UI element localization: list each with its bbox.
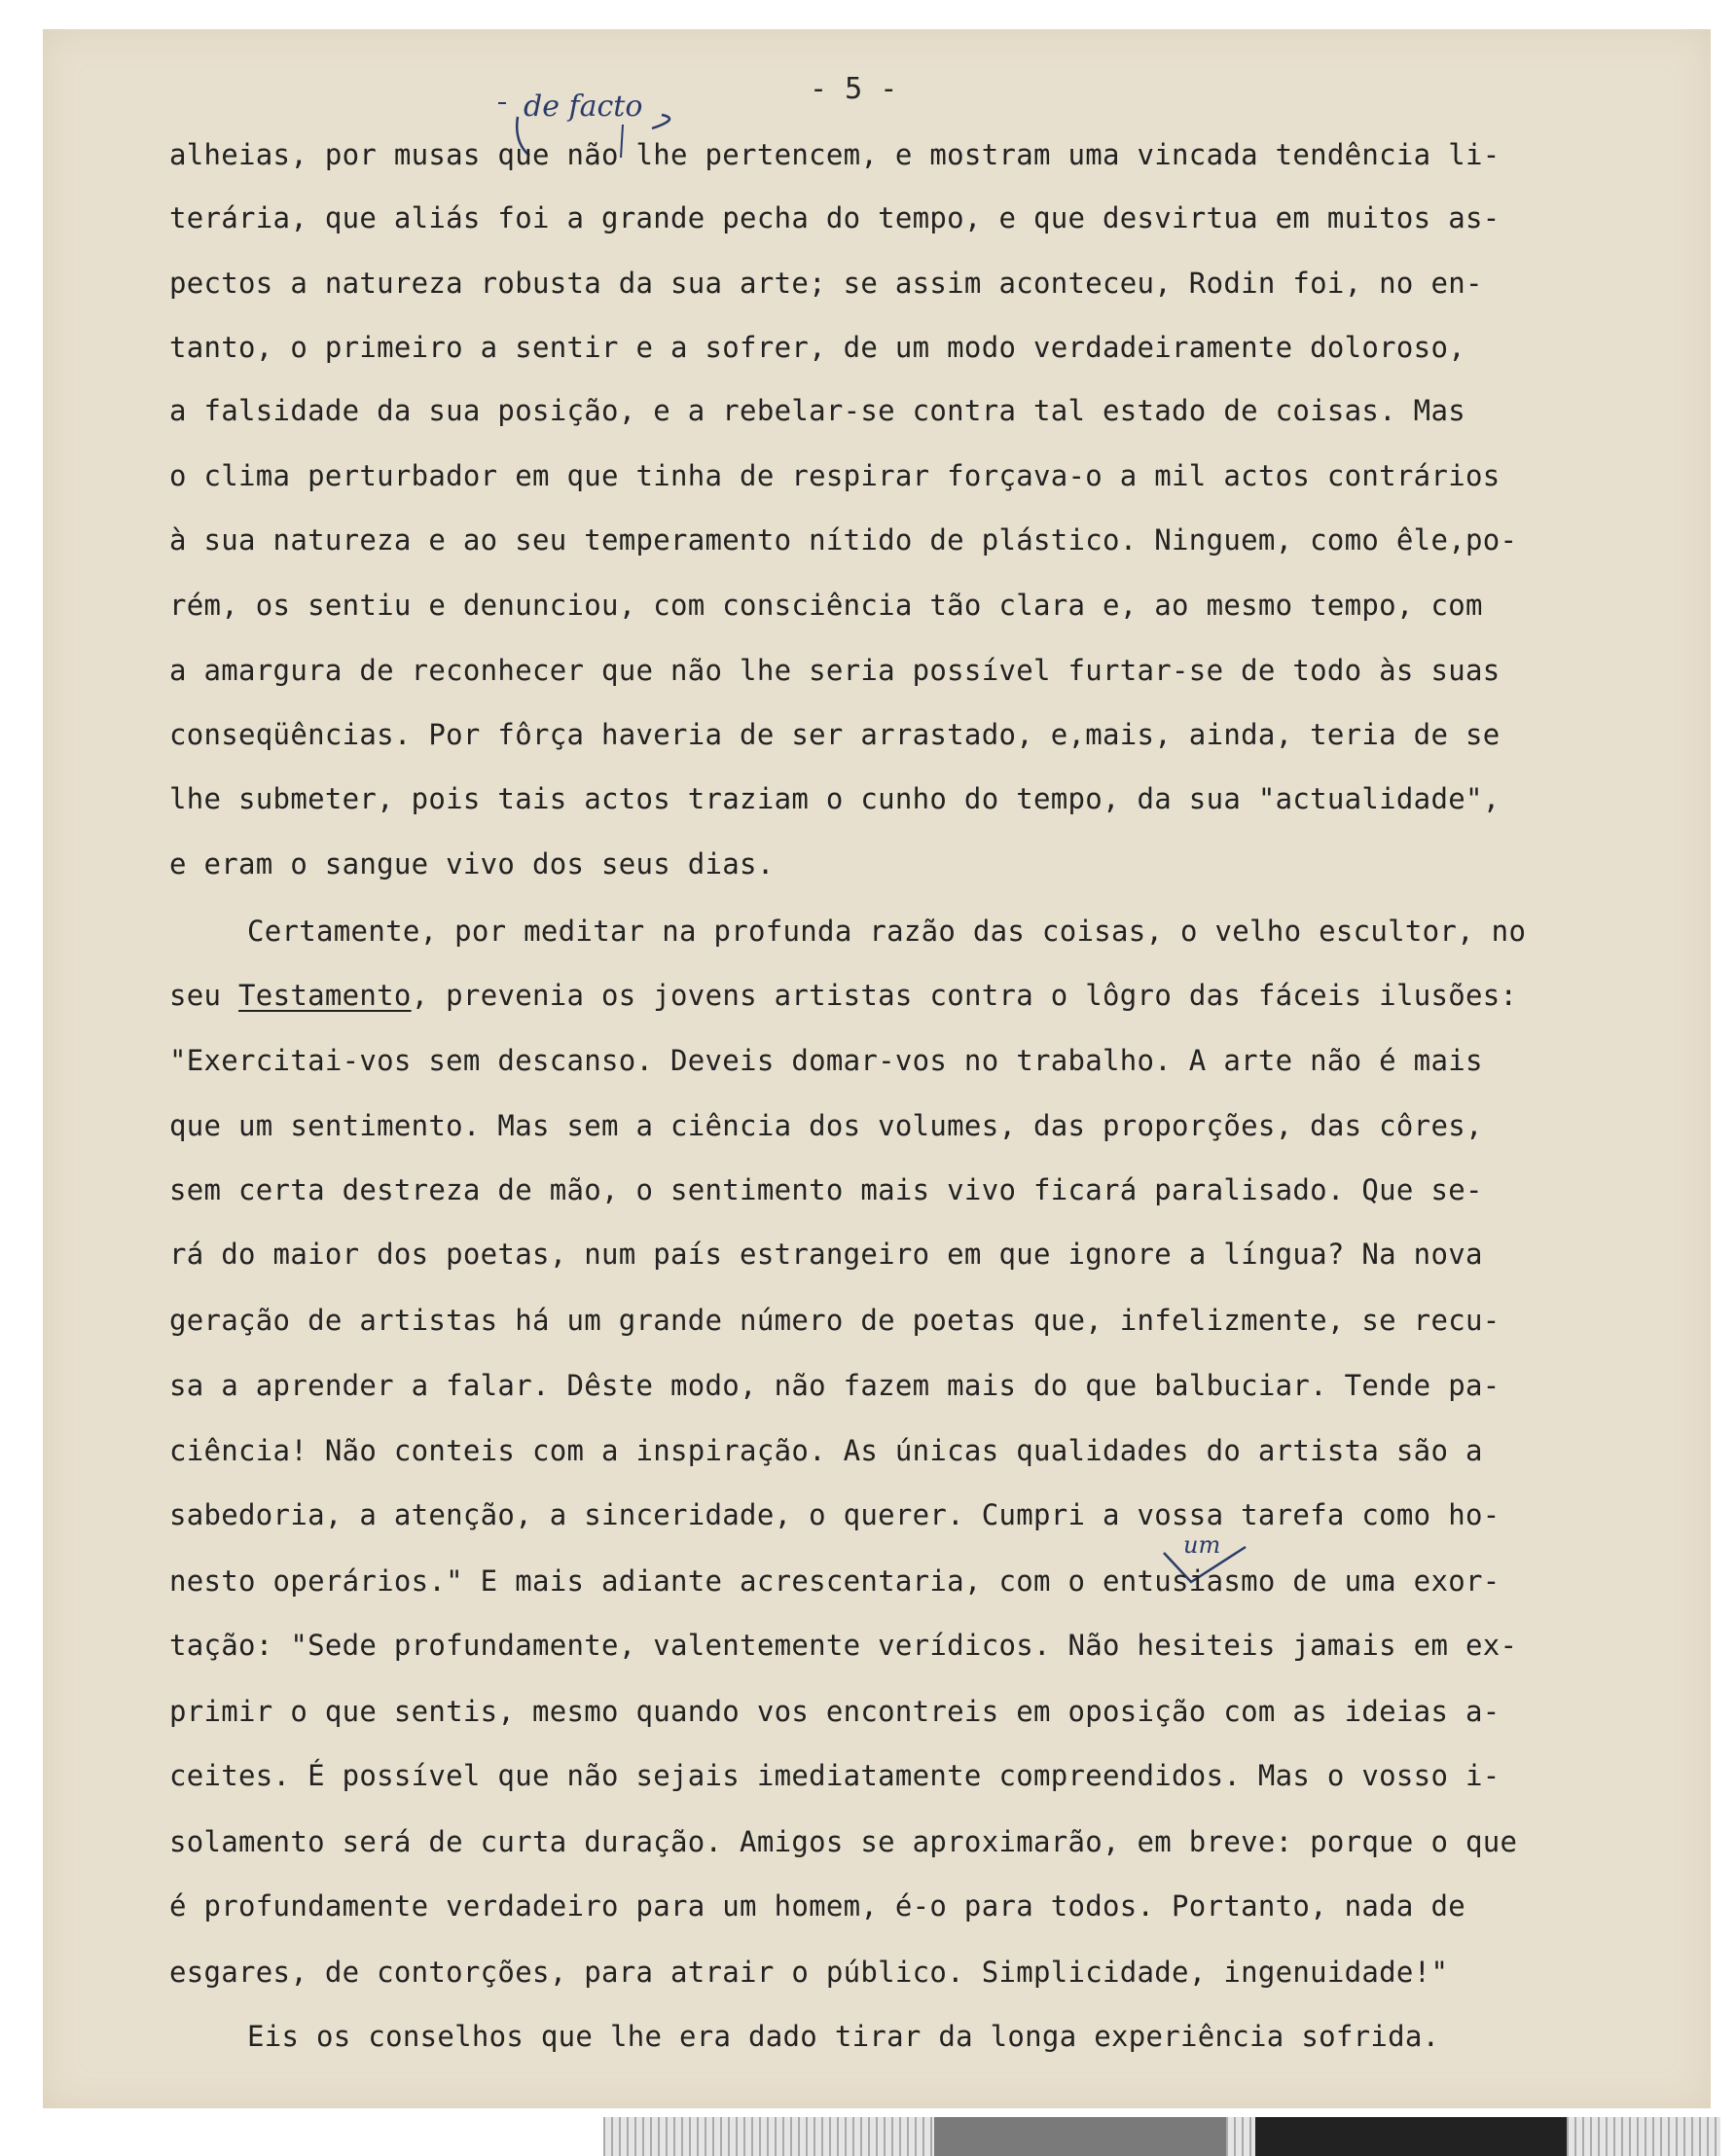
text-line: esgares, de contorções, para atrair o público. Simplicidade, ingenuidade!" — [169, 1956, 1449, 1989]
text-line: e eram o sangue vivo dos seus dias. — [169, 847, 775, 880]
text-line: tanto, o primeiro a sentir e a sofrer, de um modo verdadeiramente doloroso, — [169, 331, 1465, 364]
text-line: a amargura de reconhecer que não lhe seria possível furtar-se de todo às suas — [169, 654, 1501, 687]
text-line: rém, os sentiu e denunciou, com consciência tão clara e, ao mesmo tempo, com — [169, 589, 1483, 622]
text-line: Eis os conselhos que lhe era dado tirar da longa experiência sofrida. — [247, 2020, 1440, 2053]
ruler-segment — [603, 2117, 934, 2156]
text-line: sem certa destreza de mão, o sentimento mais vivo ficará paralisado. Que se- — [169, 1173, 1483, 1206]
page-number: - 5 - — [810, 72, 898, 106]
text-segment: seu — [169, 979, 239, 1012]
text-segment: , prevenia os jovens artistas contra o lôgro das fáceis ilusões: — [411, 979, 1518, 1012]
underlined-title: Testamento — [238, 979, 412, 1012]
text-line: ciência! Não conteis com a inspiração. As únicas qualidades do artista são a — [169, 1434, 1483, 1467]
text-line: a falsidade da sua posição, e a rebelar-se contra tal estado de coisas. Mas — [169, 394, 1465, 427]
text-line: terária, que aliás foi a grande pecha do tempo, e que desvirtua em muitos as- — [169, 201, 1501, 234]
text-line: "Exercitai-vos sem descanso. Deveis domar-vos no trabalho. A arte não é mais — [169, 1044, 1483, 1077]
text-line: à sua natureza e ao seu temperamento nítido de plástico. Ninguem, como êle,po- — [169, 523, 1518, 557]
text-line: primir o que sentis, mesmo quando vos encontreis em oposição com as ideias a- — [169, 1695, 1501, 1728]
text-line: que um sentimento. Mas sem a ciência dos volumes, das proporções, das côres, — [169, 1109, 1483, 1142]
text-line: ceites. É possível que não sejais imediatamente compreendidos. Mas o vosso i- — [169, 1759, 1501, 1792]
text-line: conseqüências. Por fôrça haveria de ser arrastado, e,mais, ainda, teria de se — [169, 718, 1501, 751]
text-line: tação: "Sede profundamente, valentemente verídicos. Não hesiteis jamais em ex- — [169, 1629, 1518, 1662]
text-line: Certamente, por meditar na profunda razão das coisas, o velho escultor, no — [247, 915, 1527, 948]
grey-patch — [934, 2117, 1226, 2156]
text-line: rá do maior dos poetas, num país estrangeiro em que ignore a língua? Na nova — [169, 1238, 1483, 1271]
text-line: lhe submeter, pois tais actos traziam o cunho do tempo, da sua "actualidade", — [169, 782, 1501, 815]
text-line — [169, 979, 1517, 1012]
ruler-segment — [1567, 2117, 1720, 2156]
text-line: sa a aprender a falar. Dêste modo, não fazem mais do que balbuciar. Tende pa- — [169, 1369, 1501, 1402]
text-line: sabedoria, a atenção, a sinceridade, o querer. Cumpri a vossa tarefa como ho- — [169, 1498, 1501, 1531]
text-line: é profundamente verdadeiro para um homem, é-o para todos. Portanto, nada de — [169, 1889, 1465, 1922]
text-line: nesto operários." E mais adiante acrescentaria, com o entusiasmo de uma exor- — [169, 1564, 1501, 1598]
text-line: pectos a natureza robusta da sua arte; se assim aconteceu, Rodin foi, no en- — [169, 267, 1483, 300]
handwritten-insertion-um: um — [1183, 1531, 1221, 1559]
calibration-scale-bar — [603, 2117, 1720, 2156]
text-line: solamento será de curta duração. Amigos se aproximarão, em breve: porque o que — [169, 1825, 1518, 1858]
ruler-segment — [1226, 2117, 1255, 2156]
black-patch — [1255, 2117, 1567, 2156]
text-line: o clima perturbador em que tinha de respirar forçava-o a mil actos contrários — [169, 459, 1501, 492]
handwritten-insertion-de-facto: de facto — [524, 90, 643, 124]
text-line: alheias, por musas que não lhe pertencem, e mostram uma vincada tendência li- — [169, 138, 1501, 171]
text-line: geração de artistas há um grande número de poetas que, infelizmente, se recu- — [169, 1304, 1501, 1337]
